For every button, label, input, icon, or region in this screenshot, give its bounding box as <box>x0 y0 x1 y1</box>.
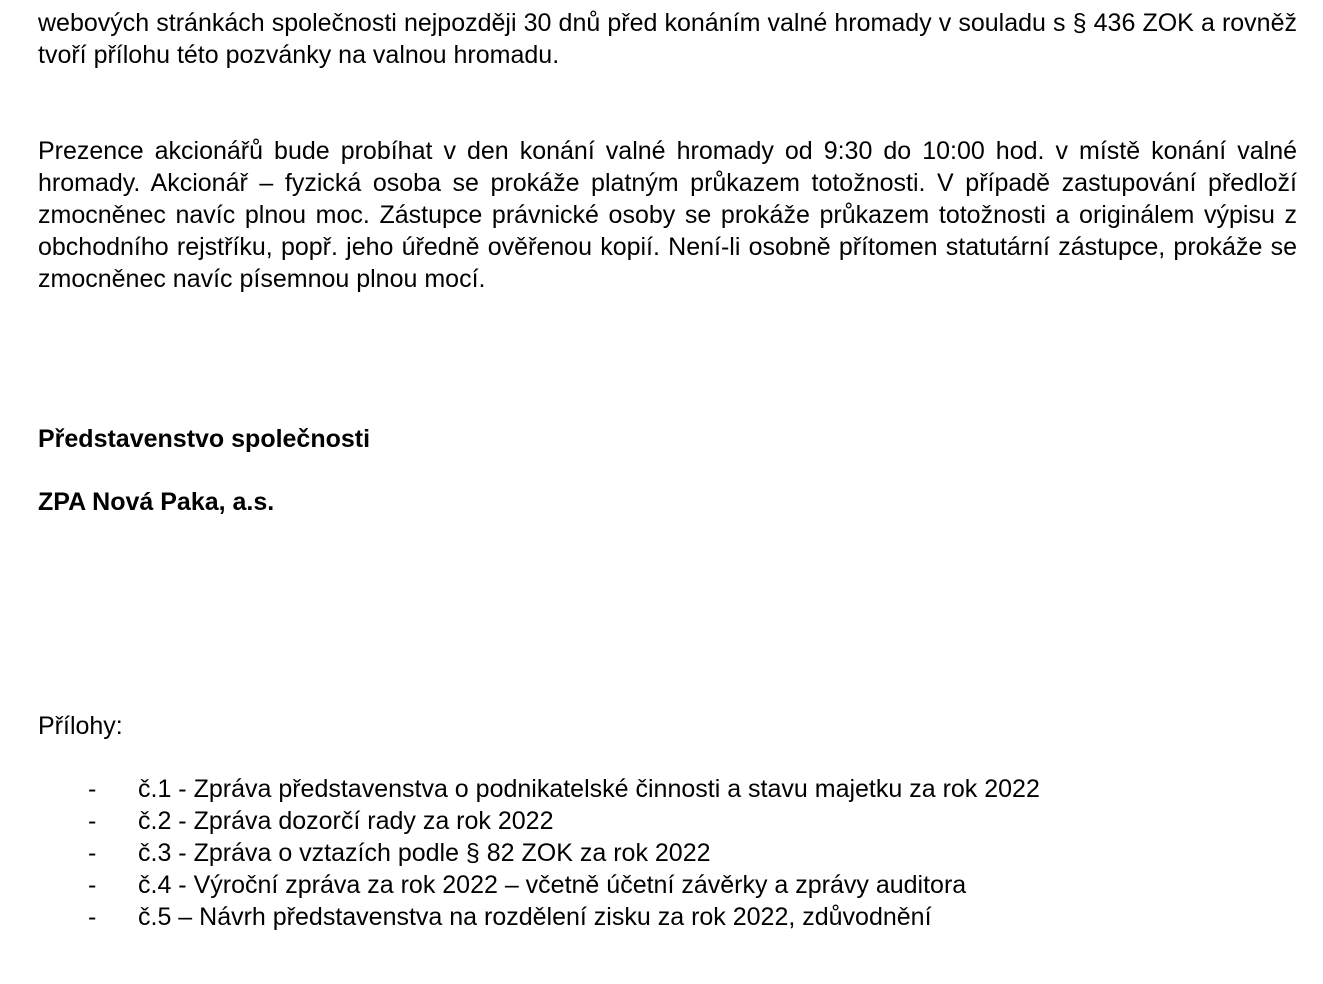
list-bullet: - <box>88 807 97 835</box>
attachment-text: č.4 - Výroční zpráva za rok 2022 – včetně účetní závěrky a zprávy auditora <box>138 871 967 899</box>
list-bullet: - <box>88 839 97 867</box>
attachments-label: Přílohy: <box>38 712 123 740</box>
list-bullet: - <box>88 871 97 899</box>
attachment-text: č.2 - Zpráva dozorčí rady za rok 2022 <box>138 807 554 835</box>
attachment-text: č.3 - Zpráva o vztazích podle § 82 ZOK za rok 2022 <box>138 839 711 867</box>
paragraph-attendance-registration: Prezence akcionářů bude probíhat v den konání valné hromady od 9:30 do 10:00 hod. v místě konání valné hromady. Akcionář – fyzická osoba se prokáže platným průkazem totožnosti. V případě zastupování předloží zmocněnec navíc plnou moc. Zástupce právnické osoby se prokáže průkazem totožnosti a originálem výpisu z obchodního rejstříku, popř. jeho úředně ověřenou kopií. Není-li osobně přítomen statutární zástupce, prokáže se zmocněnec navíc písemnou plnou mocí. <box>38 137 1297 293</box>
signature-board: Představenstvo společnosti <box>38 425 371 453</box>
attachment-text: č.5 – Návrh představenstva na rozdělení zisku za rok 2022, zdůvodnění <box>138 903 932 931</box>
list-bullet: - <box>88 775 97 803</box>
list-bullet: - <box>88 903 97 931</box>
attachment-text: č.1 - Zpráva představenstva o podnikatelské činnosti a stavu majetku za rok 2022 <box>138 775 1040 803</box>
paragraph-publication-notice: webových stránkách společnosti nejpozději 30 dnů před konáním valné hromady v souladu s § 436 ZOK a rovněž tvoří přílohu této pozvánky na valnou hromadu. <box>38 9 1297 69</box>
signature-company: ZPA Nová Paka, a.s. <box>38 488 275 516</box>
